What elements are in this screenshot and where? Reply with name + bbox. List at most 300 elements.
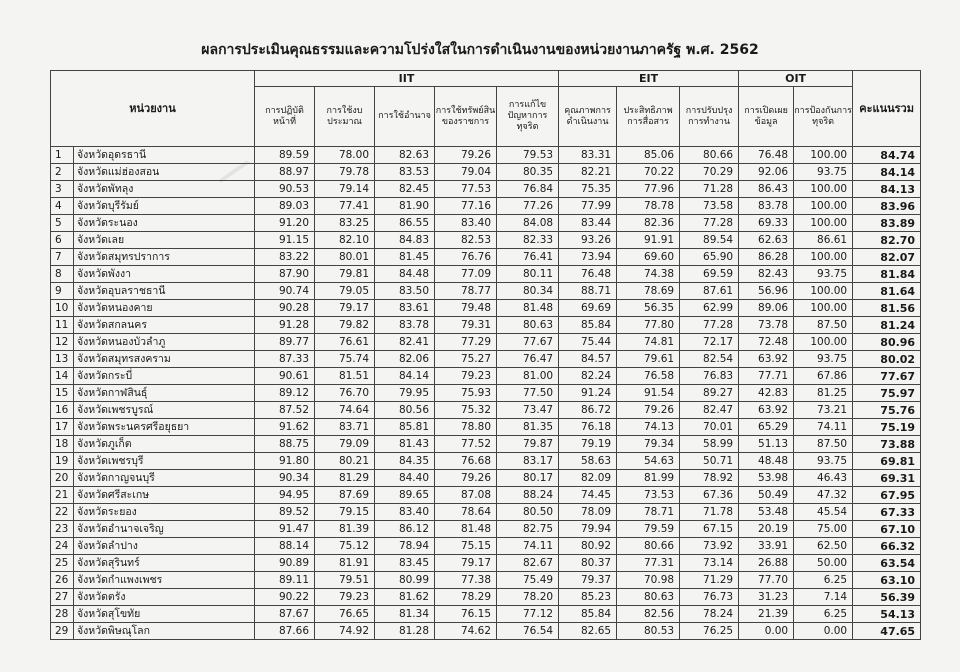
total-score-cell: 81.84	[853, 266, 921, 283]
score-cell: 91.62	[255, 419, 315, 436]
table-row	[51, 249, 921, 266]
score-cell: 89.03	[255, 198, 315, 215]
score-cell: 79.37	[559, 572, 617, 589]
score-cell: 73.94	[559, 249, 617, 266]
column-header: ประสิทธิภาพการสื่อสาร	[617, 87, 680, 147]
score-cell: 80.11	[497, 266, 559, 283]
score-cell: 77.70	[739, 572, 794, 589]
score-cell: 81.29	[315, 470, 375, 487]
score-cell: 47.32	[794, 487, 853, 504]
table-row	[51, 385, 921, 402]
score-cell: 82.67	[497, 555, 559, 572]
row-number: 26	[51, 572, 74, 588]
row-number: 18	[51, 436, 74, 452]
score-cell: 91.28	[255, 317, 315, 334]
score-cell: 83.44	[559, 215, 617, 232]
table-body	[51, 147, 921, 640]
province-name: จังหวัดสุรินทร์	[77, 557, 140, 569]
score-cell: 75.44	[559, 334, 617, 351]
score-cell: 78.69	[617, 283, 680, 300]
score-cell: 82.10	[315, 232, 375, 249]
score-cell: 80.37	[559, 555, 617, 572]
score-cell: 80.92	[559, 538, 617, 555]
score-cell: 90.61	[255, 368, 315, 385]
score-cell: 69.33	[739, 215, 794, 232]
score-cell: 65.90	[680, 249, 739, 266]
score-cell: 82.47	[680, 402, 739, 419]
agency-cell	[51, 164, 255, 181]
score-cell: 80.63	[617, 589, 680, 606]
total-score-cell: 73.88	[853, 436, 921, 453]
row-number: 10	[51, 300, 74, 316]
score-cell: 83.31	[559, 147, 617, 164]
score-cell: 76.41	[497, 249, 559, 266]
score-cell: 76.48	[739, 147, 794, 164]
score-cell: 89.06	[739, 300, 794, 317]
score-cell: 76.47	[497, 351, 559, 368]
score-cell: 21.39	[739, 606, 794, 623]
table-row	[51, 300, 921, 317]
watermark: ⁄	[220, 150, 246, 196]
score-cell: 80.66	[680, 147, 739, 164]
score-cell: 7.14	[794, 589, 853, 606]
province-name: จังหวัดระนอง	[77, 217, 138, 229]
row-number: 19	[51, 453, 74, 469]
score-cell: 76.25	[680, 623, 739, 640]
score-cell: 73.53	[617, 487, 680, 504]
score-cell: 93.75	[794, 351, 853, 368]
score-cell: 81.48	[435, 521, 497, 538]
score-cell: 72.17	[680, 334, 739, 351]
score-cell: 76.73	[680, 589, 739, 606]
score-cell: 50.49	[739, 487, 794, 504]
total-score-cell: 77.67	[853, 368, 921, 385]
score-cell: 88.97	[255, 164, 315, 181]
score-cell: 87.69	[315, 487, 375, 504]
score-cell: 86.12	[375, 521, 435, 538]
score-cell: 77.38	[435, 572, 497, 589]
score-cell: 82.75	[497, 521, 559, 538]
score-cell: 50.00	[794, 555, 853, 572]
row-number: 14	[51, 368, 74, 384]
score-cell: 76.76	[435, 249, 497, 266]
score-cell: 72.48	[739, 334, 794, 351]
table-row	[51, 453, 921, 470]
score-cell: 77.28	[680, 317, 739, 334]
score-cell: 84.35	[375, 453, 435, 470]
province-name: จังหวัดแม่ฮ่องสอน	[77, 166, 160, 178]
score-cell: 81.43	[375, 436, 435, 453]
score-cell: 83.40	[435, 215, 497, 232]
score-cell: 33.91	[739, 538, 794, 555]
row-number: 4	[51, 198, 74, 214]
table-row	[51, 317, 921, 334]
score-cell: 79.31	[435, 317, 497, 334]
total-score-cell: 84.13	[853, 181, 921, 198]
score-cell: 89.77	[255, 334, 315, 351]
score-cell: 89.54	[680, 232, 739, 249]
score-cell: 79.04	[435, 164, 497, 181]
score-cell: 6.25	[794, 606, 853, 623]
row-number: 16	[51, 402, 74, 418]
table-row	[51, 283, 921, 300]
table-row	[51, 147, 921, 164]
table-row	[51, 504, 921, 521]
score-cell: 92.06	[739, 164, 794, 181]
score-cell: 76.48	[559, 266, 617, 283]
total-score-cell: 81.24	[853, 317, 921, 334]
score-cell: 78.24	[680, 606, 739, 623]
total-score-cell: 63.10	[853, 572, 921, 589]
score-cell: 71.28	[680, 181, 739, 198]
total-score-cell: 81.56	[853, 300, 921, 317]
agency-cell	[51, 538, 255, 555]
agency-cell	[51, 419, 255, 436]
score-cell: 80.99	[375, 572, 435, 589]
score-cell: 87.50	[794, 436, 853, 453]
score-cell: 84.08	[497, 215, 559, 232]
score-cell: 87.50	[794, 317, 853, 334]
total-score-cell: 56.39	[853, 589, 921, 606]
score-cell: 86.28	[739, 249, 794, 266]
score-cell: 91.54	[617, 385, 680, 402]
total-score-cell: 80.96	[853, 334, 921, 351]
score-cell: 51.13	[739, 436, 794, 453]
score-cell: 80.21	[315, 453, 375, 470]
score-cell: 54.63	[617, 453, 680, 470]
score-cell: 67.36	[680, 487, 739, 504]
score-cell: 81.91	[315, 555, 375, 572]
score-cell: 79.05	[315, 283, 375, 300]
score-cell: 78.71	[617, 504, 680, 521]
group-header-row	[51, 71, 921, 87]
table-row	[51, 436, 921, 453]
score-cell: 73.58	[680, 198, 739, 215]
province-name: จังหวัดพัทลุง	[77, 183, 134, 195]
score-cell: 81.90	[375, 198, 435, 215]
score-cell: 75.27	[435, 351, 497, 368]
score-cell: 87.61	[680, 283, 739, 300]
score-cell: 76.18	[559, 419, 617, 436]
score-cell: 79.53	[497, 147, 559, 164]
row-number: 29	[51, 623, 74, 639]
score-cell: 77.41	[315, 198, 375, 215]
score-cell: 75.32	[435, 402, 497, 419]
score-cell: 69.69	[559, 300, 617, 317]
score-cell: 84.40	[375, 470, 435, 487]
score-cell: 78.64	[435, 504, 497, 521]
score-cell: 65.29	[739, 419, 794, 436]
row-number: 23	[51, 521, 74, 537]
score-cell: 76.58	[617, 368, 680, 385]
score-cell: 77.67	[497, 334, 559, 351]
score-cell: 45.54	[794, 504, 853, 521]
table-row	[51, 351, 921, 368]
score-cell: 82.65	[559, 623, 617, 640]
score-cell: 84.14	[375, 368, 435, 385]
table-row	[51, 266, 921, 283]
table-row	[51, 368, 921, 385]
total-score-cell: 69.81	[853, 453, 921, 470]
score-cell: 82.63	[375, 147, 435, 164]
table-row	[51, 402, 921, 419]
score-cell: 87.33	[255, 351, 315, 368]
score-cell: 100.00	[794, 249, 853, 266]
score-cell: 76.61	[315, 334, 375, 351]
score-cell: 91.20	[255, 215, 315, 232]
score-cell: 100.00	[794, 147, 853, 164]
table-row	[51, 538, 921, 555]
score-cell: 79.34	[617, 436, 680, 453]
score-cell: 79.14	[315, 181, 375, 198]
score-cell: 100.00	[794, 215, 853, 232]
score-cell: 0.00	[794, 623, 853, 640]
score-cell: 87.90	[255, 266, 315, 283]
score-cell: 20.19	[739, 521, 794, 538]
score-cell: 83.22	[255, 249, 315, 266]
score-cell: 67.86	[794, 368, 853, 385]
score-cell: 74.11	[794, 419, 853, 436]
score-cell: 78.94	[375, 538, 435, 555]
score-cell: 82.56	[617, 606, 680, 623]
score-cell: 85.23	[559, 589, 617, 606]
score-cell: 77.99	[559, 198, 617, 215]
score-cell: 77.53	[435, 181, 497, 198]
score-cell: 85.06	[617, 147, 680, 164]
score-cell: 81.45	[375, 249, 435, 266]
total-score-cell: 67.33	[853, 504, 921, 521]
row-number: 12	[51, 334, 74, 350]
score-cell: 90.74	[255, 283, 315, 300]
column-header: คุณภาพการดำเนินงาน	[559, 87, 617, 147]
table-row	[51, 555, 921, 572]
province-name: จังหวัดอุบลราชธานี	[77, 285, 166, 297]
score-cell: 79.26	[435, 470, 497, 487]
score-cell: 77.71	[739, 368, 794, 385]
province-name: จังหวัดอำนาจเจริญ	[77, 523, 164, 535]
score-cell: 84.83	[375, 232, 435, 249]
score-cell: 80.01	[315, 249, 375, 266]
agency-cell	[51, 198, 255, 215]
agency-cell	[51, 385, 255, 402]
table-row	[51, 521, 921, 538]
score-cell: 82.43	[739, 266, 794, 283]
score-cell: 71.29	[680, 572, 739, 589]
score-cell: 79.23	[435, 368, 497, 385]
score-cell: 100.00	[794, 334, 853, 351]
agency-cell	[51, 300, 255, 317]
total-score-cell: 75.76	[853, 402, 921, 419]
total-score-cell: 83.89	[853, 215, 921, 232]
score-cell: 82.33	[497, 232, 559, 249]
score-cell: 93.75	[794, 453, 853, 470]
agency-cell	[51, 147, 255, 164]
score-cell: 75.12	[315, 538, 375, 555]
score-cell: 81.35	[497, 419, 559, 436]
agency-cell	[51, 249, 255, 266]
score-cell: 74.38	[617, 266, 680, 283]
score-cell: 91.15	[255, 232, 315, 249]
table-row	[51, 487, 921, 504]
score-cell: 79.19	[559, 436, 617, 453]
score-cell: 79.48	[435, 300, 497, 317]
score-cell: 84.48	[375, 266, 435, 283]
province-name: จังหวัดสมุทรสงคราม	[77, 353, 171, 365]
table-row	[51, 334, 921, 351]
score-cell: 81.28	[375, 623, 435, 640]
score-cell: 81.48	[497, 300, 559, 317]
row-number: 3	[51, 181, 74, 197]
score-cell: 63.92	[739, 351, 794, 368]
score-cell: 79.17	[315, 300, 375, 317]
table-row	[51, 198, 921, 215]
total-score-cell: 67.95	[853, 487, 921, 504]
row-number: 15	[51, 385, 74, 401]
score-cell: 79.59	[617, 521, 680, 538]
score-cell: 89.59	[255, 147, 315, 164]
score-cell: 78.92	[680, 470, 739, 487]
score-cell: 74.45	[559, 487, 617, 504]
score-cell: 82.54	[680, 351, 739, 368]
table-row	[51, 572, 921, 589]
province-name: จังหวัดกาฬสินธุ์	[77, 387, 148, 399]
score-cell: 62.63	[739, 232, 794, 249]
score-cell: 80.35	[497, 164, 559, 181]
score-cell: 79.95	[375, 385, 435, 402]
table-row	[51, 623, 921, 640]
province-name: จังหวัดระยอง	[77, 506, 137, 518]
score-cell: 73.47	[497, 402, 559, 419]
row-number: 24	[51, 538, 74, 554]
province-name: จังหวัดพังงา	[77, 268, 131, 280]
score-cell: 90.89	[255, 555, 315, 572]
column-header: การปฏิบัติหน้าที่	[255, 87, 315, 147]
row-number: 6	[51, 232, 74, 248]
score-cell: 77.09	[435, 266, 497, 283]
column-header: การใช้งบประมาณ	[315, 87, 375, 147]
score-cell: 86.55	[375, 215, 435, 232]
score-cell: 73.14	[680, 555, 739, 572]
score-cell: 83.61	[375, 300, 435, 317]
province-name: จังหวัดสุโขทัย	[77, 608, 141, 620]
score-cell: 76.84	[497, 181, 559, 198]
score-cell: 79.82	[315, 317, 375, 334]
score-cell: 77.28	[680, 215, 739, 232]
agency-cell	[51, 470, 255, 487]
score-cell: 83.53	[375, 164, 435, 181]
score-cell: 77.12	[497, 606, 559, 623]
score-cell: 79.15	[315, 504, 375, 521]
score-cell: 85.84	[559, 606, 617, 623]
agency-cell	[51, 487, 255, 504]
score-cell: 89.12	[255, 385, 315, 402]
score-cell: 78.09	[559, 504, 617, 521]
score-cell: 100.00	[794, 283, 853, 300]
score-cell: 80.63	[497, 317, 559, 334]
score-cell: 86.61	[794, 232, 853, 249]
table-row	[51, 470, 921, 487]
agency-cell	[51, 317, 255, 334]
total-score-cell: 63.54	[853, 555, 921, 572]
row-number: 27	[51, 589, 74, 605]
score-cell: 88.71	[559, 283, 617, 300]
score-cell: 73.21	[794, 402, 853, 419]
score-cell: 69.59	[680, 266, 739, 283]
agency-cell	[51, 589, 255, 606]
score-cell: 93.75	[794, 164, 853, 181]
score-cell: 42.83	[739, 385, 794, 402]
score-cell: 75.35	[559, 181, 617, 198]
score-cell: 76.54	[497, 623, 559, 640]
group-iit-header: IIT	[255, 71, 559, 87]
score-cell: 91.91	[617, 232, 680, 249]
province-name: จังหวัดตรัง	[77, 591, 126, 603]
score-cell: 75.93	[435, 385, 497, 402]
table-row	[51, 419, 921, 436]
score-cell: 85.81	[375, 419, 435, 436]
score-cell: 62.50	[794, 538, 853, 555]
score-cell: 48.48	[739, 453, 794, 470]
score-cell: 46.43	[794, 470, 853, 487]
score-cell: 81.99	[617, 470, 680, 487]
agency-cell	[51, 402, 255, 419]
score-cell: 86.43	[739, 181, 794, 198]
province-name: จังหวัดกาญจนบุรี	[77, 472, 155, 484]
score-cell: 53.48	[739, 504, 794, 521]
score-cell: 83.45	[375, 555, 435, 572]
agency-cell	[51, 555, 255, 572]
agency-cell	[51, 351, 255, 368]
score-cell: 53.98	[739, 470, 794, 487]
table-row	[51, 181, 921, 198]
total-score-cell: 47.65	[853, 623, 921, 640]
score-cell: 79.61	[617, 351, 680, 368]
row-number: 28	[51, 606, 74, 622]
score-cell: 85.84	[559, 317, 617, 334]
score-cell: 100.00	[794, 198, 853, 215]
score-cell: 79.26	[617, 402, 680, 419]
score-cell: 77.52	[435, 436, 497, 453]
row-number: 1	[51, 147, 74, 163]
score-cell: 87.08	[435, 487, 497, 504]
scores-table	[50, 70, 921, 640]
score-cell: 76.70	[315, 385, 375, 402]
province-name: จังหวัดกำแพงเพชร	[77, 574, 163, 586]
agency-cell	[51, 521, 255, 538]
score-cell: 84.57	[559, 351, 617, 368]
score-cell: 89.65	[375, 487, 435, 504]
agency-cell	[51, 572, 255, 589]
score-cell: 90.53	[255, 181, 315, 198]
column-header: การปรับปรุงการทำงาน	[680, 87, 739, 147]
total-score-cell: 84.14	[853, 164, 921, 181]
score-cell: 71.78	[680, 504, 739, 521]
score-cell: 76.68	[435, 453, 497, 470]
score-cell: 78.00	[315, 147, 375, 164]
row-number: 7	[51, 249, 74, 265]
score-cell: 75.00	[794, 521, 853, 538]
score-cell: 82.06	[375, 351, 435, 368]
score-cell: 79.23	[315, 589, 375, 606]
score-cell: 81.00	[497, 368, 559, 385]
score-cell: 74.11	[497, 538, 559, 555]
agency-cell	[51, 368, 255, 385]
total-score-cell: 66.32	[853, 538, 921, 555]
score-cell: 82.45	[375, 181, 435, 198]
province-name: จังหวัดกระบี่	[77, 370, 133, 382]
score-cell: 26.88	[739, 555, 794, 572]
score-cell: 78.80	[435, 419, 497, 436]
